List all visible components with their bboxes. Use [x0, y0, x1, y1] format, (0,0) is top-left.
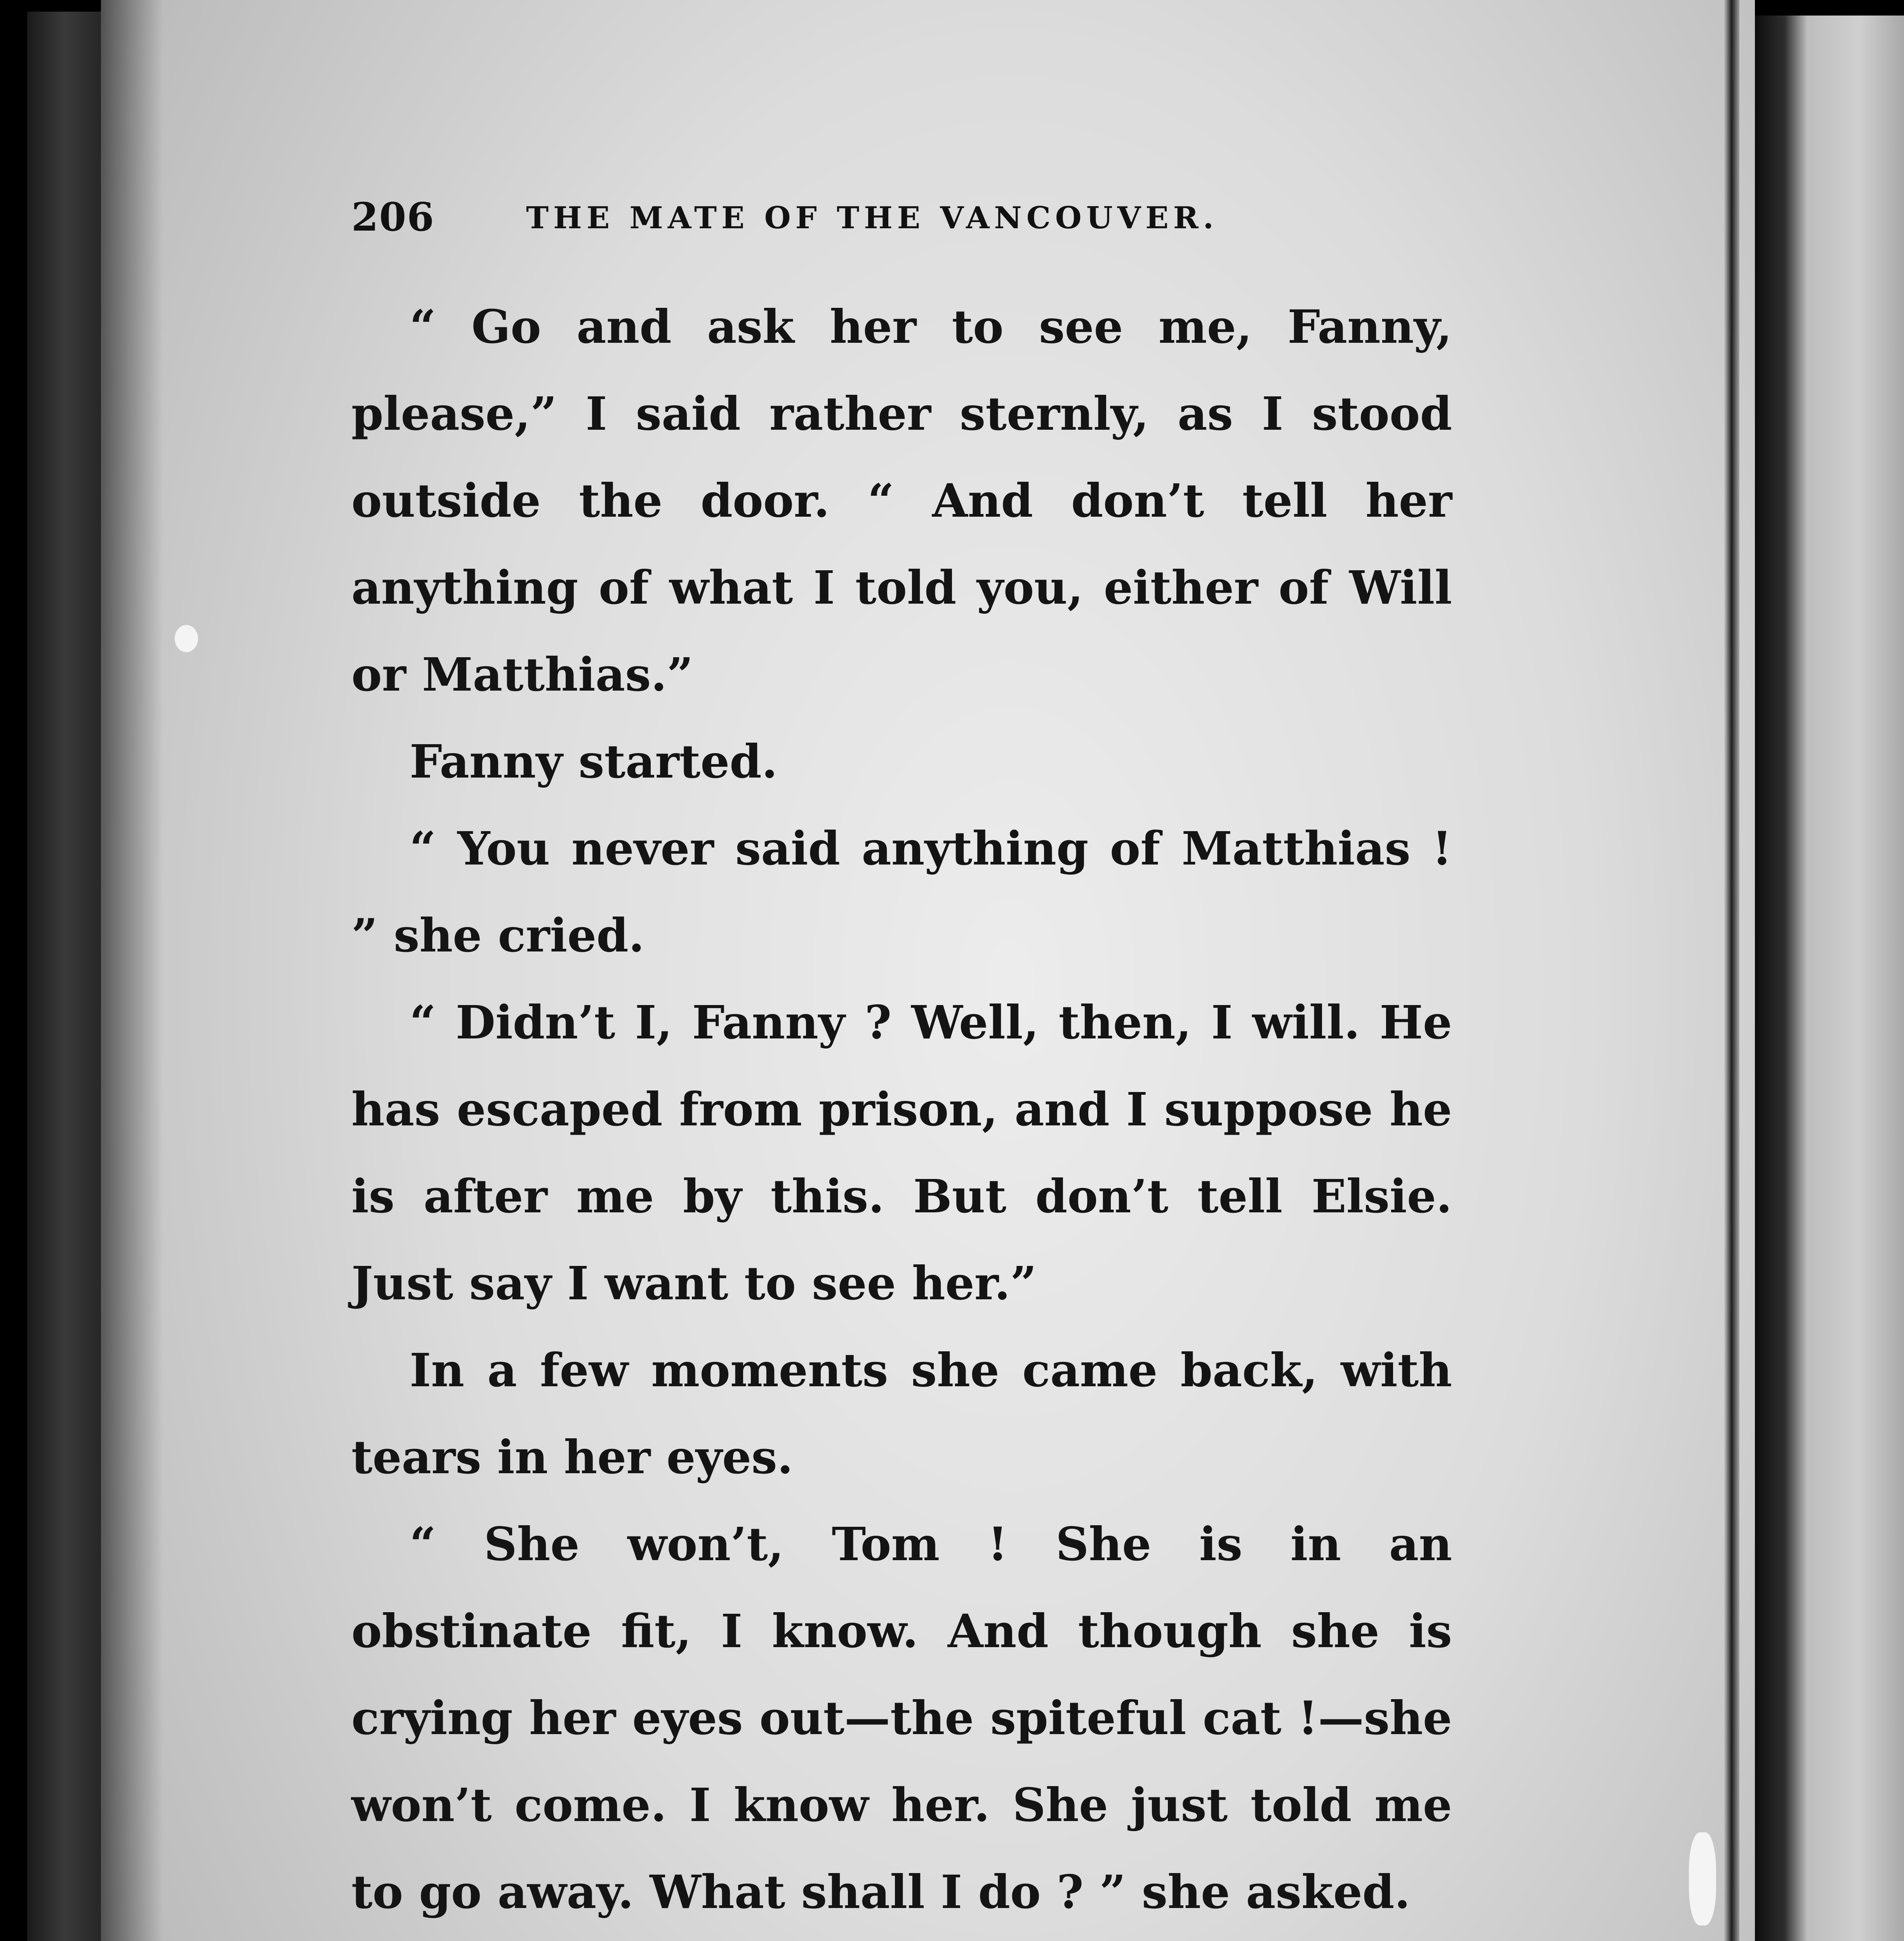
page-header — [351, 194, 1438, 248]
paragraph: In a few moments she came back, with tears in her eyes. — [351, 1343, 1452, 1484]
paragraph: “ You never said anything of Matthias ! ” she cried. — [351, 821, 1452, 962]
paragraph: “ Go and ask her to see me, Fanny, please,” I said rather sternly, as I stood outside the door. “ And don’t tell her anything of what I told you, either of Will or Matthias.” — [351, 300, 1452, 701]
paragraph: Fanny started. — [410, 734, 778, 788]
running-head: THE MATE OF THE VANCOUVER. — [526, 200, 1218, 236]
paragraph: “ She won’t, Tom ! She is in an obstinate fit, I know. And though she is crying her eyes out—the spiteful cat !—she won’t come. I know her. She just told me to go away. What shall I do ? ” she asked. — [351, 1517, 1452, 1919]
paper-speck — [175, 625, 198, 652]
page-gutter-shadow — [1724, 0, 1739, 1941]
paper-speck — [1689, 1832, 1716, 1925]
page-number: 206 — [351, 194, 435, 240]
body-text — [351, 283, 1452, 1941]
paragraph: “ Didn’t I, Fanny ? Well, then, I will. He has escaped from prison, and I suppose he is after me by this. But don’t tell Elsie. Just say I want to see her.” — [351, 995, 1452, 1310]
paragraph — [351, 1936, 1452, 1941]
adjacent-page-edge — [1755, 16, 1904, 1941]
